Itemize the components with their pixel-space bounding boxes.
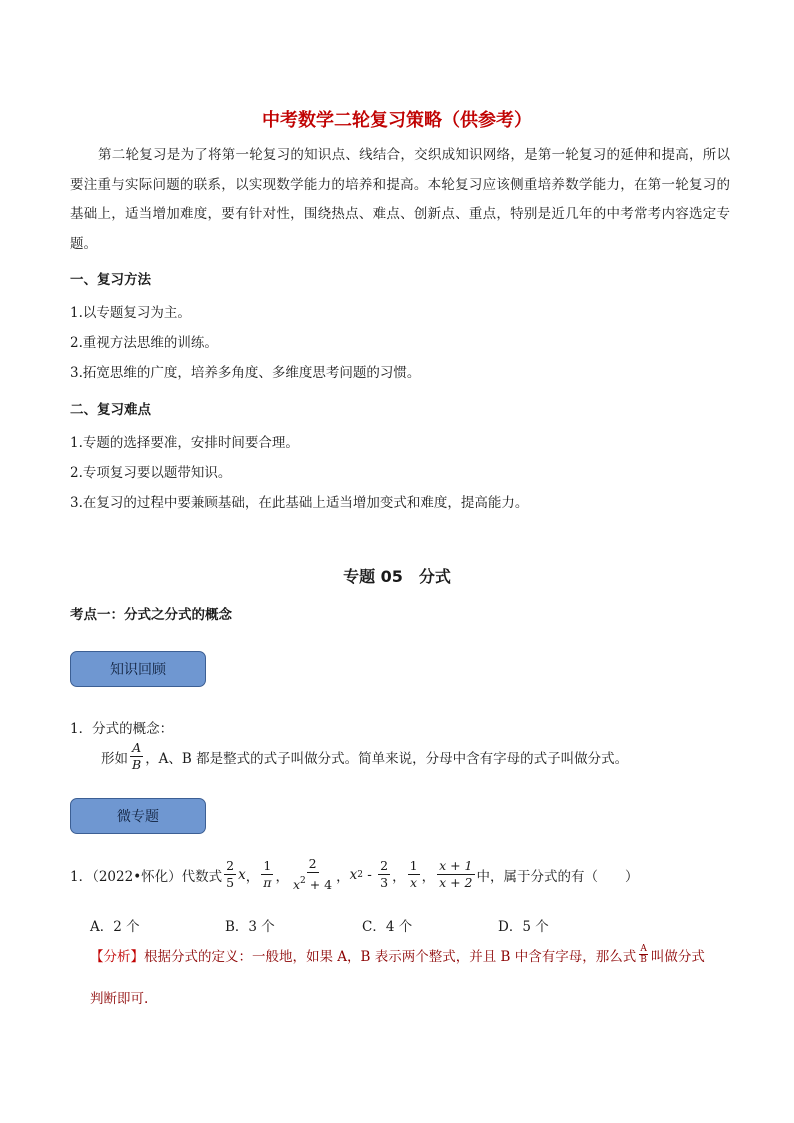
- intro-paragraph: 第二轮复习是为了将第一轮复习的知识点、线结合，交织成知识网络，是第一轮复习的延伸和提高，所以要注重与实际问题的联系，以实现数学能力的培养和提高。本轮复习应该侧重培养数学能力，在第一轮复习的基础上，适当增加难度，要有针对性，围绕热点、难点、创新点、重点，特别是近几年的中考常考内容选定专题。: [70, 147, 730, 252]
- expr-6-den: x + 2: [439, 875, 473, 890]
- sep-3: ，: [336, 868, 350, 885]
- expr-6-fraction: [437, 858, 474, 891]
- expr-1-den: 5: [226, 875, 235, 890]
- expr-4-fraction: [378, 858, 390, 891]
- expr-2-fraction: [261, 858, 273, 891]
- document-title: 中考数学二轮复习策略（供参考）: [262, 110, 532, 131]
- definition-prefix: 形如: [101, 750, 128, 767]
- expr-2-num: 1: [263, 858, 272, 873]
- expr-4-num: 2: [380, 858, 389, 873]
- expr-2-den: π: [263, 875, 272, 890]
- expr-4-head: x: [349, 866, 358, 883]
- section-heading-difficulties: 二、复习难点: [70, 402, 151, 418]
- expr-1-fraction: [224, 858, 236, 891]
- sep-1: ，: [245, 868, 260, 885]
- analysis-fraction-num: A: [640, 944, 647, 954]
- expr-5-num: 1: [409, 858, 418, 873]
- difficulty-item-3: 3.在复习的过程中要兼顾基础，在此基础上适当增加变式和难度，提高能力。: [70, 495, 529, 511]
- expr-3-fraction: [291, 856, 334, 893]
- analysis-text-2: 叫做分式: [650, 948, 705, 965]
- choice-a[interactable]: A．2 个: [90, 919, 140, 935]
- micro-topic-button[interactable]: 微专题: [70, 798, 206, 834]
- expr-5-fraction: [408, 858, 420, 891]
- difficulty-item-1: 1.专题的选择要准，安排时间要合理。: [70, 435, 299, 451]
- expr-3-den: [291, 873, 334, 893]
- choice-c[interactable]: C．4 个: [362, 919, 413, 935]
- expr-1-num: 2: [226, 858, 235, 873]
- sep-2: ，: [275, 868, 289, 885]
- sep-4: ，: [392, 868, 406, 885]
- difficulty-item-2: 2.专项复习要以题带知识。: [70, 465, 232, 481]
- expr-3-num: 2: [308, 856, 317, 871]
- analysis-fraction: [638, 944, 649, 965]
- exam-point-heading: 考点一：分式之分式的概念: [70, 607, 232, 623]
- topic-title: 专题 05 分式: [343, 567, 451, 586]
- analysis-fraction-den: B: [640, 955, 647, 965]
- expr-4-minus: -: [363, 866, 377, 883]
- expr-4-exponent: 2: [357, 869, 363, 880]
- sep-5: ，: [421, 868, 436, 885]
- question-1: [70, 856, 639, 893]
- fraction-numerator: A: [132, 740, 142, 755]
- choice-d[interactable]: D．5 个: [498, 919, 549, 935]
- choice-b[interactable]: B．3 个: [225, 919, 275, 935]
- expr-3-den-var: x: [292, 877, 301, 892]
- expr-5-den: x: [410, 875, 418, 890]
- analysis-tag: 【分析】: [90, 948, 144, 965]
- method-item-2: 2.重视方法思维的训练。: [70, 335, 218, 351]
- knowledge-definition: [101, 740, 628, 773]
- analysis-text-1: 根据分式的定义：一般地，如果 A，B 表示两个整式，并且 B 中含有字母，那么式: [144, 948, 637, 965]
- knowledge-review-button[interactable]: 知识回顾: [70, 651, 206, 687]
- analysis-line-1: [90, 944, 705, 965]
- analysis-line-2: 判断即可.: [90, 991, 149, 1007]
- expr-4-den: 3: [380, 875, 389, 890]
- expr-3-den-tail: + 4: [305, 877, 333, 892]
- knowledge-point-title: 1．分式的概念：: [70, 721, 174, 737]
- method-item-3: 3.拓宽思维的广度，培养多角度、多维度思考问题的习惯。: [70, 365, 421, 381]
- fraction-denominator: B: [132, 757, 142, 772]
- definition-text: ，A、B 都是整式的式子叫做分式。简单来说，分母中含有字母的式子叫做分式。: [145, 750, 629, 767]
- method-item-1: 1.以专题复习为主。: [70, 305, 191, 321]
- section-heading-methods: 一、复习方法: [70, 272, 151, 288]
- definition-fraction: [130, 740, 143, 773]
- question-suffix: 中，属于分式的有（ ）: [476, 868, 639, 885]
- question-prefix: 1．（2022•怀化）代数式: [70, 868, 223, 885]
- expr-1-var: x: [238, 866, 246, 883]
- expr-3-den-exponent: 2: [300, 876, 306, 886]
- expr-6-num: x + 1: [439, 858, 473, 873]
